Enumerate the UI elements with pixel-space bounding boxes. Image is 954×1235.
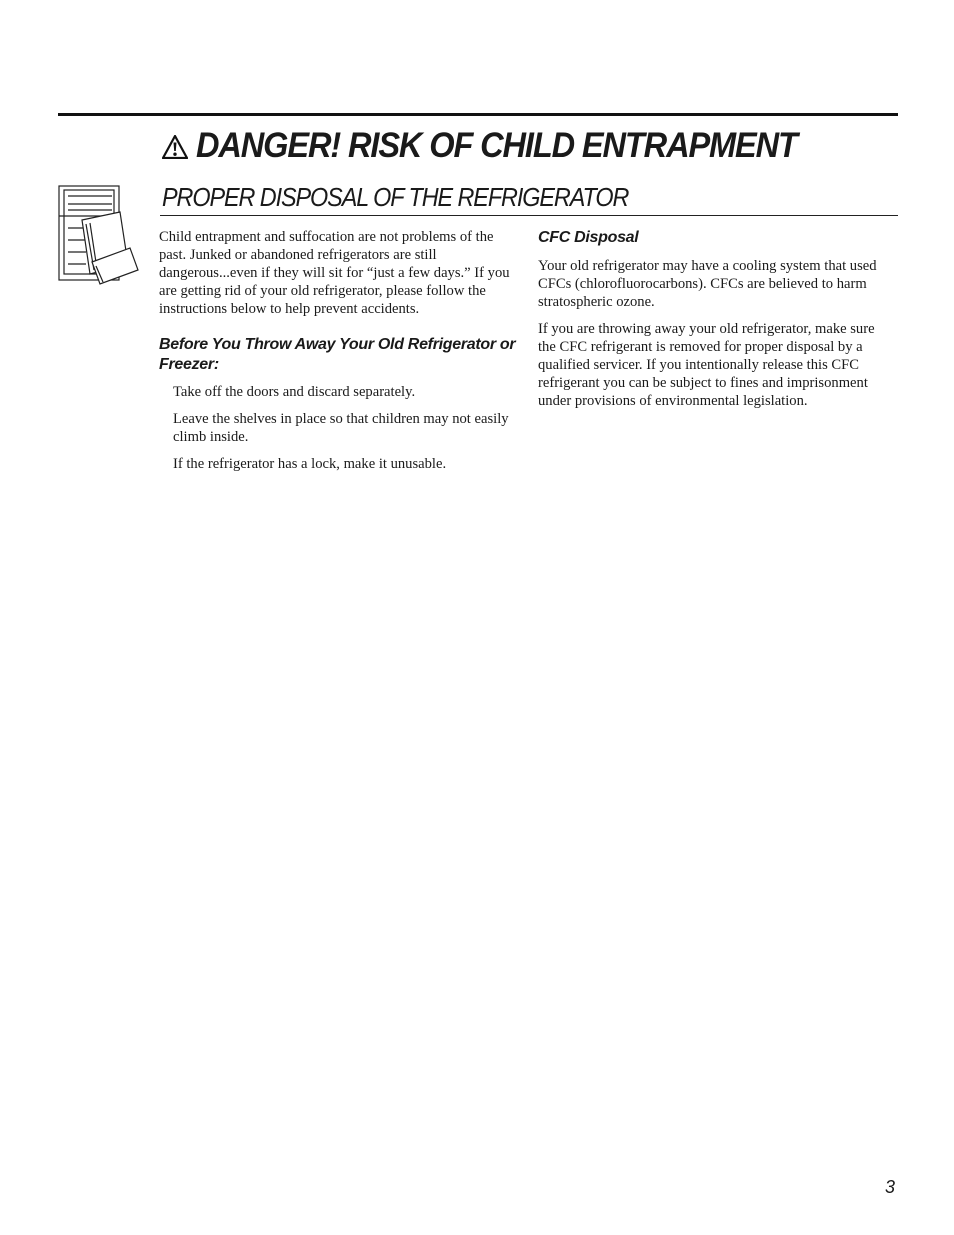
top-rule <box>58 113 898 116</box>
intro-paragraph: Child entrapment and suffocation are not problems of the past. Junked or abandoned refrigerators are still dangerous...even if they will sit for “just a few days.” If you are getting rid of your old refrigerator, please follow the instructions below to help prevent accidents. <box>159 229 510 317</box>
page-number: 3 <box>885 1177 896 1197</box>
disposal-steps-list <box>159 383 521 473</box>
right-column <box>538 228 878 419</box>
warning-triangle-icon <box>162 135 188 159</box>
refrigerator-doors-removed-icon <box>56 184 140 286</box>
left-column <box>159 228 521 482</box>
cfc-disposal-heading: CFC Disposal <box>538 229 639 246</box>
list-item: Leave the shelves in place so that children may not easily climb inside. <box>173 411 509 445</box>
list-item: If the refrigerator has a lock, make it unusable. <box>173 456 447 472</box>
cfc-paragraph: If you are throwing away your old refrigerator, make sure the CFC refrigerant is removed for proper disposal by a qualified servicer. If you intentionally release this CFC refrigerant you can be subject to fines and imprisonment under provisions of environmental legislation. <box>538 321 875 409</box>
danger-title: DANGER! RISK OF CHILD ENTRAPMENT <box>196 126 797 165</box>
before-throw-away-heading: Before You Throw Away Your Old Refrigerator or Freezer: <box>159 336 516 373</box>
list-item: Take off the doors and discard separately. <box>173 384 416 400</box>
danger-heading <box>162 128 842 163</box>
section-title: PROPER DISPOSAL OF THE REFRIGERATOR <box>162 182 629 212</box>
section-rule <box>160 215 898 216</box>
cfc-paragraph: Your old refrigerator may have a cooling system that used CFCs (chlorofluorocarbons). CFCs are believed to harm stratospheric ozone. <box>538 258 877 310</box>
